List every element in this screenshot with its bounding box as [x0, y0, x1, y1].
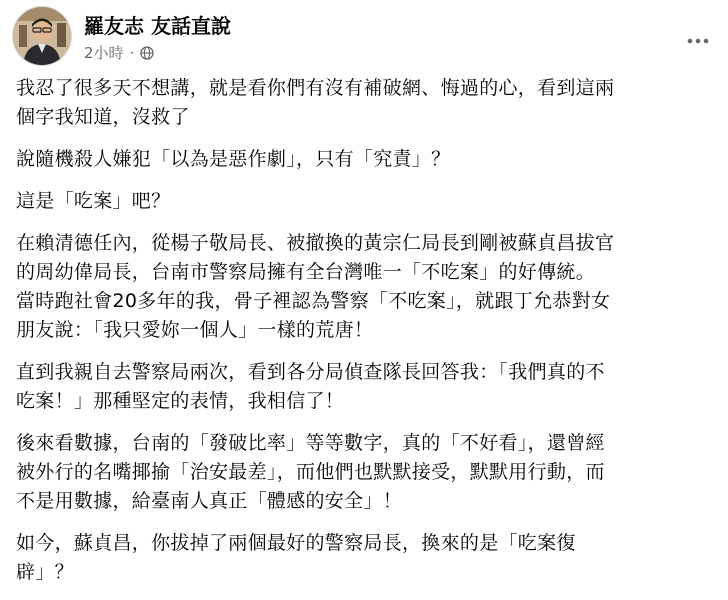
- more-options-button[interactable]: [680, 20, 716, 56]
- author-name[interactable]: 羅友志 友話直說: [84, 14, 231, 38]
- author-avatar[interactable]: [12, 6, 72, 66]
- meta-separator: ·: [129, 43, 135, 62]
- globe-icon[interactable]: [140, 46, 154, 60]
- post-paragraph: 直到我親自去警察局兩次，看到各分局偵查隊長回答我：「我們真的不 吃案！」那種堅定的表情，我相信了！: [16, 361, 605, 412]
- more-horizontal-icon: [687, 29, 709, 48]
- post-header: [12, 6, 716, 66]
- post-paragraph: 說隨機殺人嫌犯「以為是惡作劇」，只有「究責」？: [16, 148, 451, 170]
- post-meta: [84, 42, 154, 63]
- avatar-photo: [13, 7, 71, 65]
- post-paragraph: 我忍了很多天不想講，就是看你們有沒有補破網、悔過的心，看到這兩 個字我知道，沒救了: [16, 77, 615, 128]
- post-body: [16, 74, 716, 600]
- post-paragraph: 在賴清德任內，從楊子敬局長、被撤換的黃宗仁局長到剛被蘇貞昌拔官 的周幼偉局長，台南市警察局擁有全台灣唯一「不吃案」的好傳統。 當時跑社會20多年的我，骨子裡認為警察「不吃案」，就跟丁允恭對女 朋友說：「我只愛妳一個人」一樣的荒唐！: [16, 232, 615, 341]
- post-time[interactable]: 2小時: [84, 44, 124, 62]
- post-paragraph: 如今，蘇貞昌，你拔掉了兩個最好的警察局長，換來的是「吃案復 辟」？: [16, 532, 576, 583]
- post-paragraph: 後來看數據，台南的「發破比率」等等數字，真的「不好看」，還曾經 被外行的名嘴揶揄「治安最差」，而他們也默默接受，默默用行動，而 不是用數據，給臺南人真正「體感的安全」！: [16, 432, 605, 512]
- post-paragraph: 這是「吃案」吧？: [16, 190, 171, 212]
